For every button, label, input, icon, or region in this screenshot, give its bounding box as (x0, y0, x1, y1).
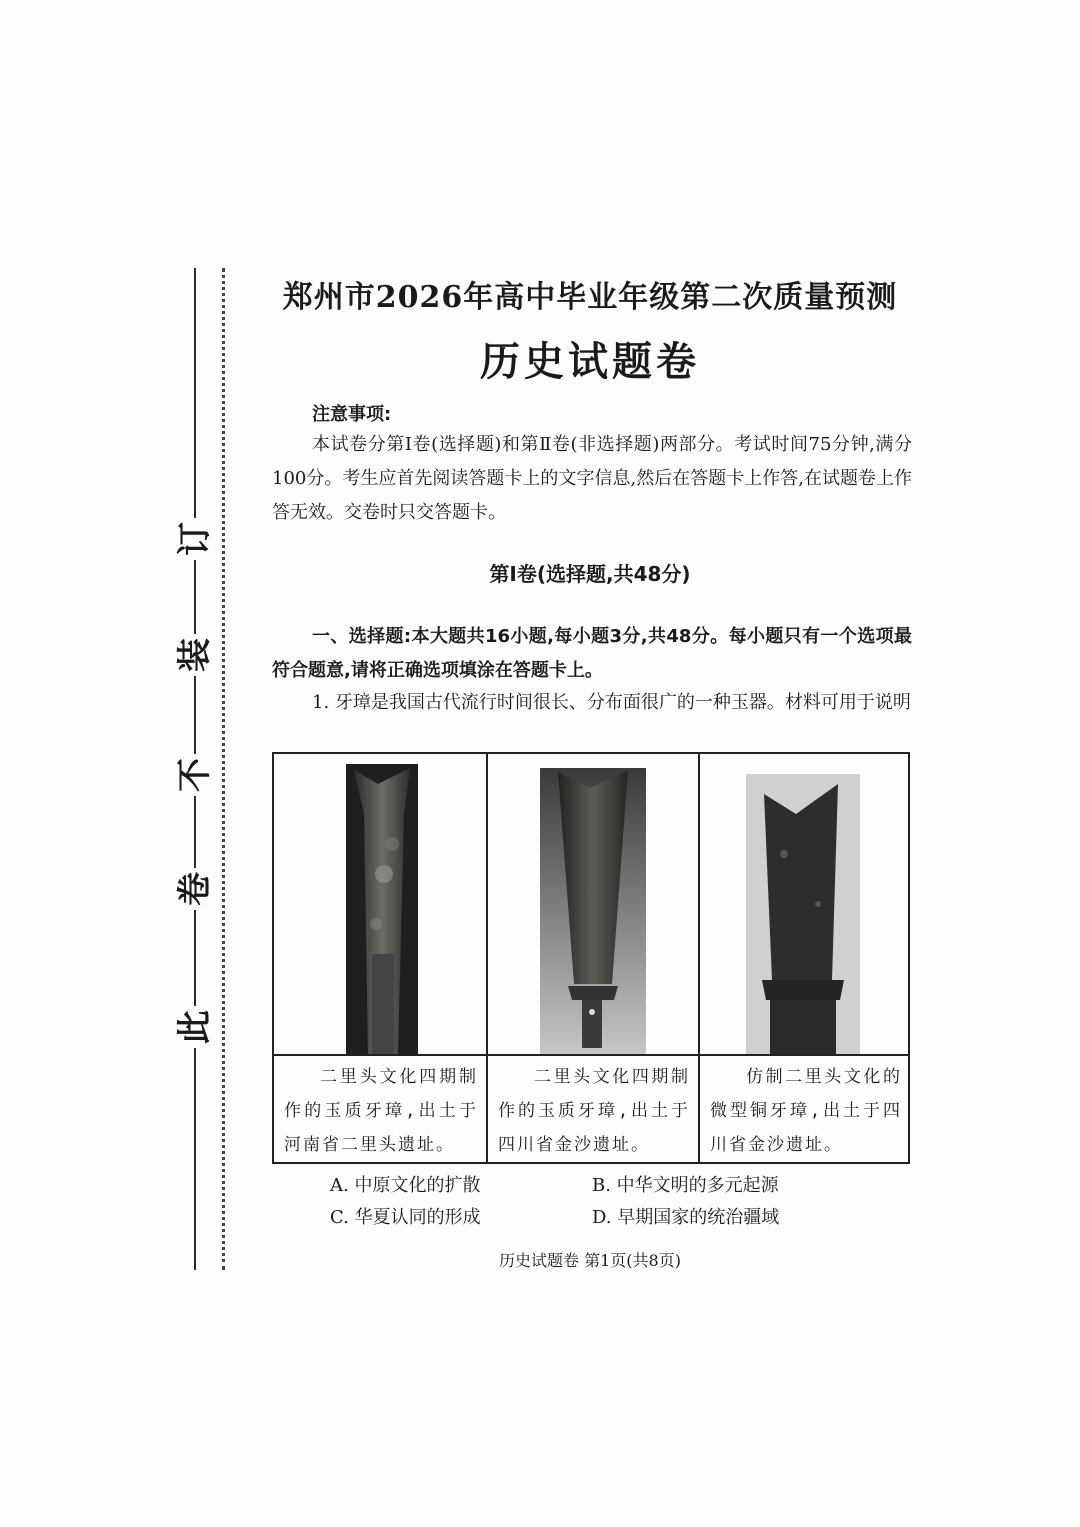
bronze-yazhang-jinsha-image (700, 754, 910, 1056)
notice-heading: 注意事项: (312, 404, 392, 425)
notice-text: 本试卷分第Ⅰ卷(选择题)和第Ⅱ卷(非选择题)两部分。考试时间75分钟,满分100分。考生应首先阅读答题卡上的文字信息,然后在答题卡上作答,在试题卷上作答无效。交卷时只交答题卡。 (272, 434, 912, 523)
binding-margin (150, 268, 230, 1270)
jade-yazhang-jinsha-image (488, 754, 698, 1056)
page-footer: 历史试题卷 第1页(共8页) (499, 1251, 681, 1270)
option-d: D. 早期国家的统治疆域 (592, 1207, 780, 1228)
option-b: B. 中华文明的多元起源 (592, 1175, 779, 1196)
artifact-table (272, 752, 910, 1164)
jade-yazhang-erlitou-image (274, 754, 486, 1056)
artifact-cell (488, 754, 700, 1162)
binding-dotted-line (222, 268, 225, 1270)
artifact-caption: 仿制二里头文化的微型铜牙璋,出土于四川省金沙遗址。 (710, 1067, 902, 1155)
binding-char-zhuang: 装 (174, 634, 216, 676)
artifact-caption: 二里头文化四期制作的玉质牙璋,出土于河南省二里头遗址。 (284, 1067, 478, 1155)
option-a: A. 中原文化的扩散 (330, 1175, 481, 1196)
binding-char-ci: 此 (174, 1006, 216, 1048)
binding-char-juan: 卷 (174, 868, 216, 910)
binding-char-bu: 不 (174, 754, 216, 796)
artifact-cell (700, 754, 910, 1162)
exam-title: 郑州市2026年高中毕业年级第二次质量预测 (282, 280, 898, 315)
section-instructions: 一、选择题:本大题共16小题,每小题3分,共48分。每小题只有一个选项最符合题意,请将正确选项填涂在答题卡上。 (272, 626, 912, 681)
binding-char-ding: 订 (174, 518, 216, 560)
answer-options (330, 1170, 890, 1234)
option-c: C. 华夏认同的形成 (330, 1207, 481, 1228)
exam-subtitle: 历史试题卷 (480, 339, 700, 385)
artifact-caption: 二里头文化四期制作的玉质牙璋,出土于四川省金沙遗址。 (498, 1067, 690, 1155)
question-stem: 1. 牙璋是我国古代流行时间很长、分布面很广的一种玉器。材料可用于说明 (312, 692, 911, 713)
artifact-cell (274, 754, 488, 1162)
section-title: 第Ⅰ卷(选择题,共48分) (489, 562, 691, 586)
